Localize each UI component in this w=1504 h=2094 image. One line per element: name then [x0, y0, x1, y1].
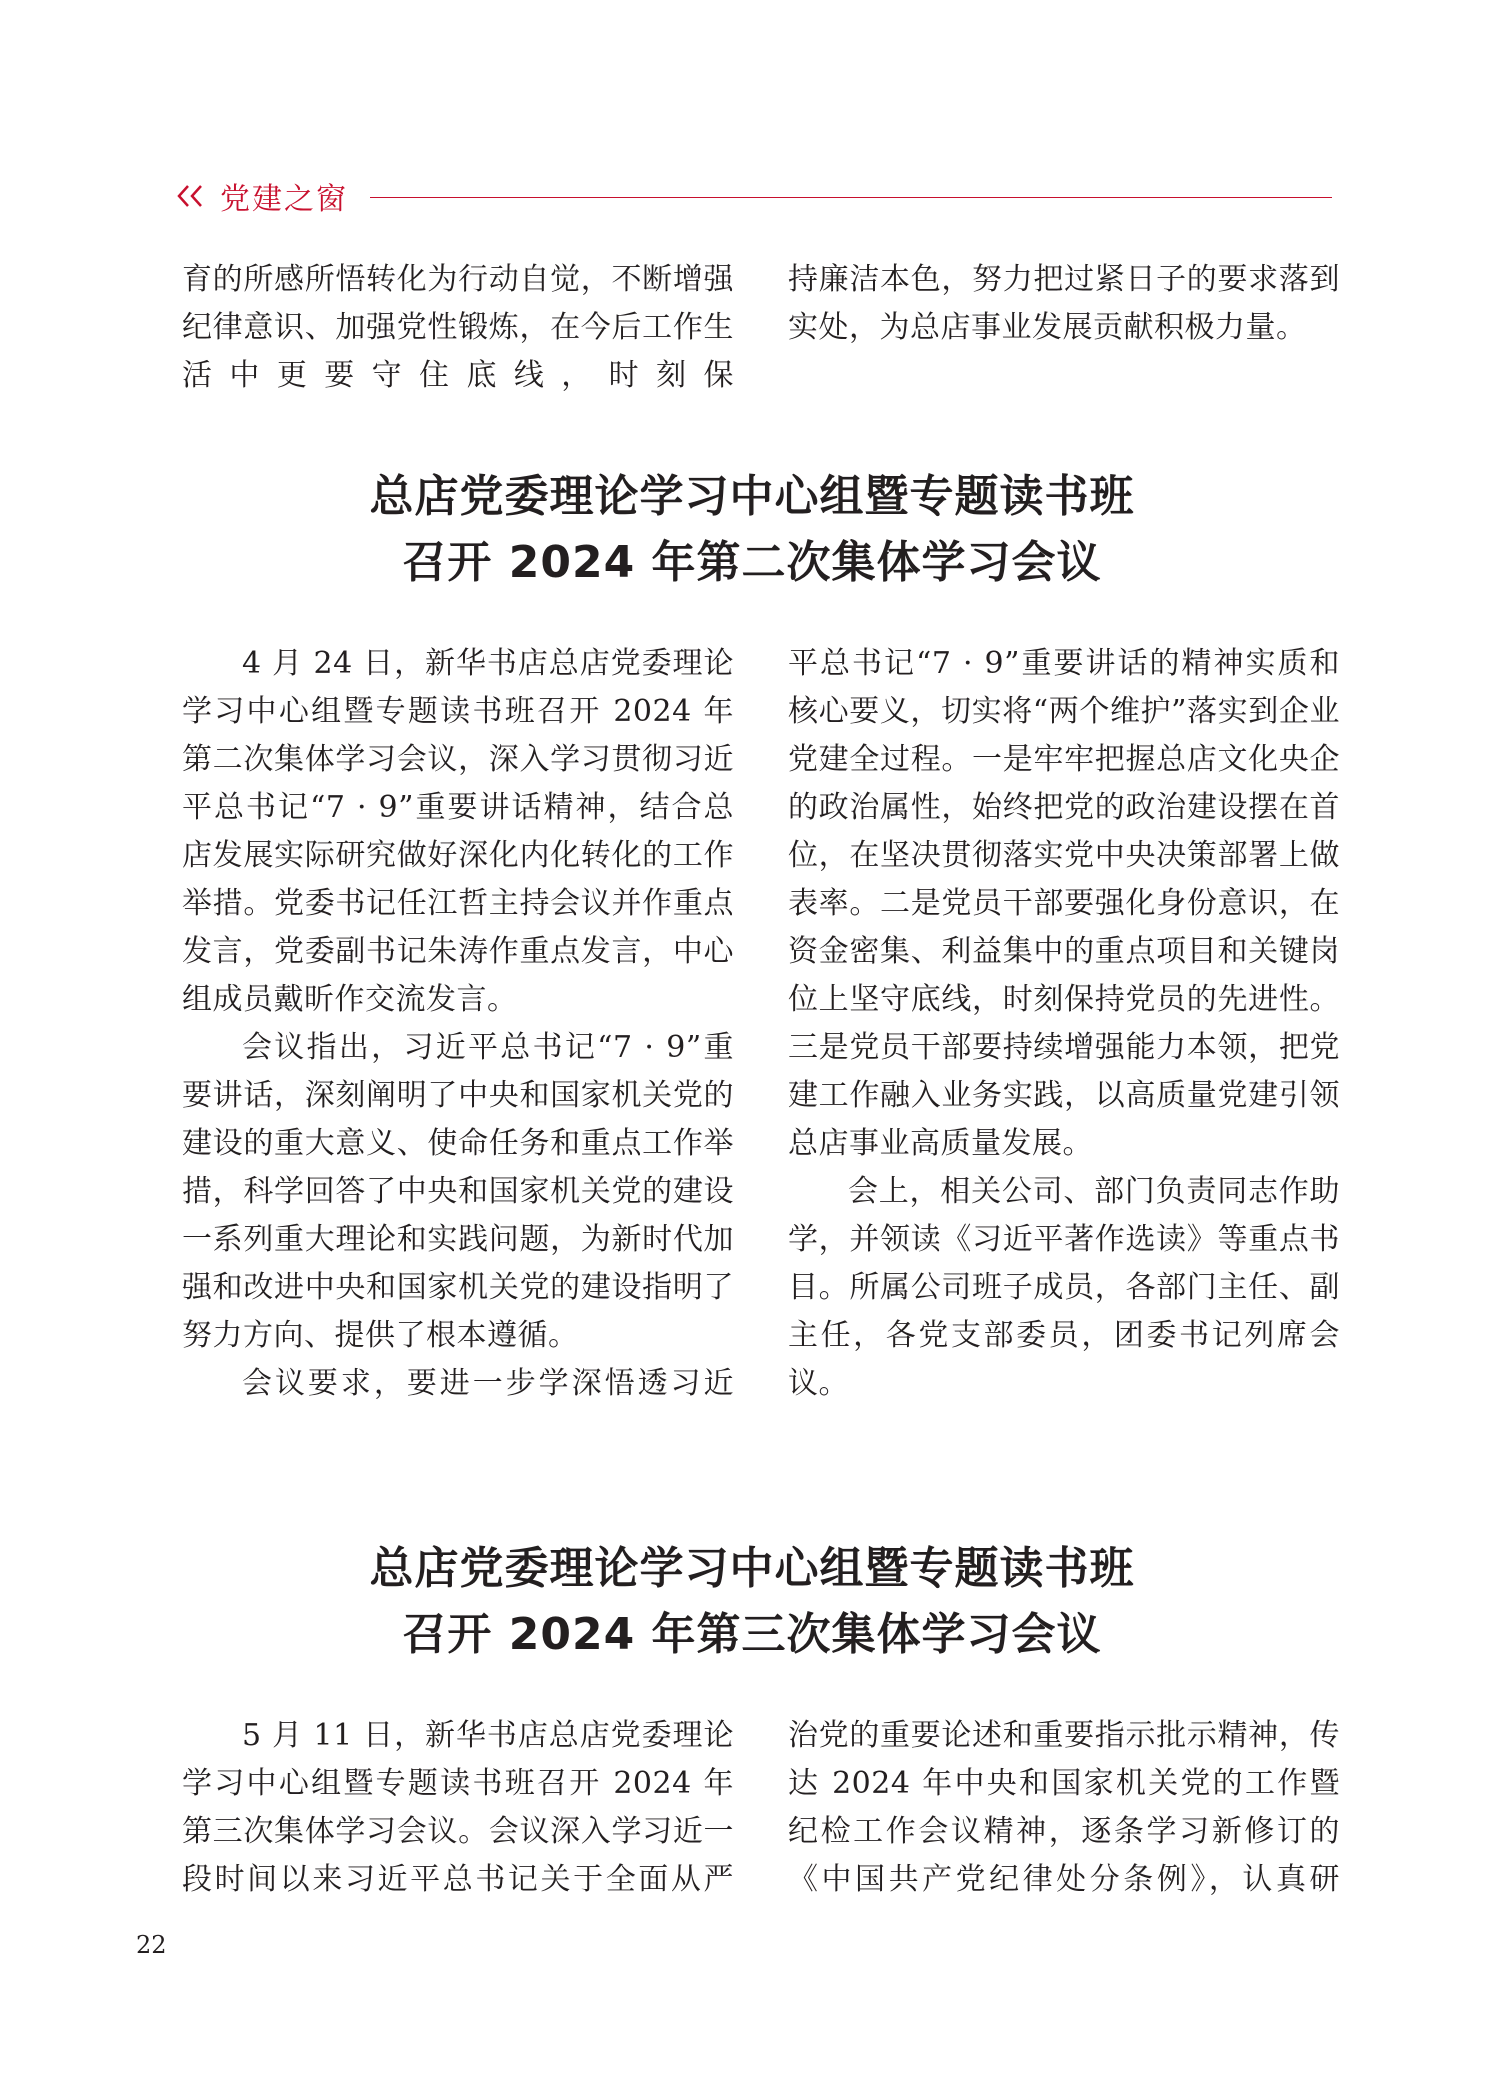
section-header: [172, 176, 1332, 216]
article1-left-column: [182, 640, 734, 1408]
intro-continuation: [182, 256, 1340, 400]
article2-left-column: [182, 1712, 734, 1904]
article2-title-line2: 召开 2024 年第三次集体学习会议: [402, 1609, 1102, 1660]
article2-paragraph: 治党的重要论述和重要指示批示精神，传达 2024 年中央和国家机关党的工作暨纪检工作会议精神，逐条学习新修订的《中国共产党纪律处分条例》，认真研: [788, 1718, 1340, 1897]
article1-paragraph: 会议指出，习近平总书记“7 · 9”重要讲话，深刻阐明了中央和国家机关党的建设的重大意义、使命任务和重点工作举措，科学回答了中央和国家机关党的建设一系列重大理论和实践问题，为新时代加强和改进中央和国家机关党的建设指明了努力方向、提供了根本遵循。: [182, 1030, 734, 1353]
article2-paragraph: 5 月 11 日，新华书店总店党委理论学习中心组暨专题读书班召开 2024 年第三次集体学习会议。会议深入学习近一段时间以来习近平总书记关于全面从严: [182, 1718, 734, 1897]
intro-left-column: [182, 256, 734, 400]
article1-right-column: [788, 640, 1340, 1408]
article2-title: [0, 1536, 1504, 1668]
article2-right-column: [788, 1712, 1340, 1904]
article1-title: [0, 464, 1504, 596]
section-name: 党建之窗: [220, 182, 348, 217]
page-number: 22: [136, 1931, 167, 1959]
article1-title-line1: 总店党委理论学习中心组暨专题读书班: [369, 471, 1135, 522]
article2-body: [182, 1712, 1340, 1904]
article1-paragraph: 平总书记“7 · 9”重要讲话的精神实质和核心要义，切实将“两个维护”落实到企业党建全过程。一是牢牢把握总店文化央企的政治属性，始终把党的政治建设摆在首位，在坚决贯彻落实党中央决策部署上做表率。二是党员干部要强化身份意识，在资金密集、利益集中的重点项目和关键岗位上坚守底线，时刻保持党员的先进性。三是党员干部要持续增强能力本领，把党建工作融入业务实践，以高质量党建引领总店事业高质量发展。: [788, 646, 1340, 1161]
intro-left-text: 育的所感所悟转化为行动自觉，不断增强纪律意识、加强党性锻炼，在今后工作生活中更要守住底线，时刻保: [182, 262, 734, 393]
article1-paragraph: 会议要求，要进一步学深悟透习近: [242, 1366, 734, 1401]
intro-right-text: 持廉洁本色，努力把过紧日子的要求落到实处，为总店事业发展贡献积极力量。: [788, 262, 1340, 345]
intro-right-column: [788, 256, 1340, 400]
article1-paragraph: 会上，相关公司、部门负责同志作助学，并领读《习近平著作选读》等重点书目。所属公司班子成员，各部门主任、副主任，各党支部委员，团委书记列席会议。: [788, 1174, 1340, 1401]
article1-title-line2: 召开 2024 年第二次集体学习会议: [402, 537, 1102, 588]
article1-body: [182, 640, 1340, 1408]
article1-paragraph: 4 月 24 日，新华书店总店党委理论学习中心组暨专题读书班召开 2024 年第二次集体学习会议，深入学习贯彻习近平总书记“7 · 9”重要讲话精神，结合总店发展实际研究做好深化内化转化的工作举措。党委书记任江哲主持会议并作重点发言，党委副书记朱涛作重点发言，中心组成员戴昕作交流发言。: [182, 646, 734, 1017]
article2-title-line1: 总店党委理论学习中心组暨专题读书班: [369, 1543, 1135, 1594]
double-chevron-left-icon: [172, 176, 212, 216]
header-rule: [370, 197, 1332, 198]
